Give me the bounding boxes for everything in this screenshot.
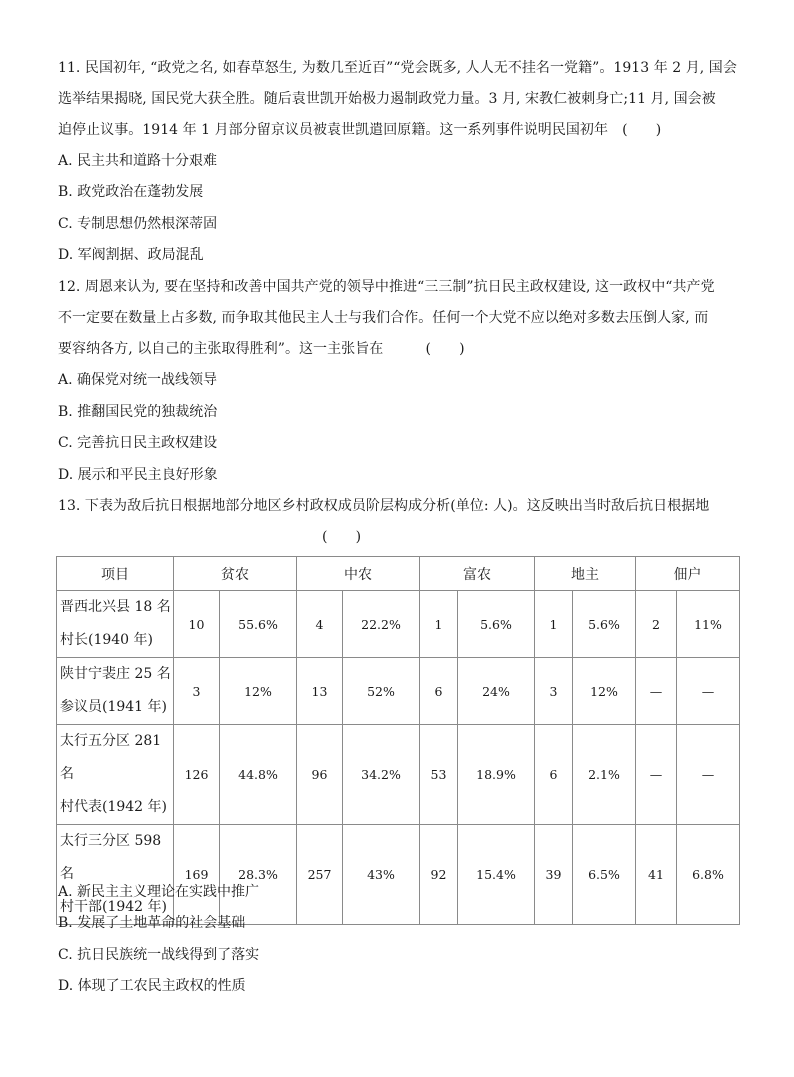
cell: 53: [420, 725, 458, 825]
q12-option-a[interactable]: A. 确保党对统一战线领导: [58, 372, 218, 388]
cell: 5.6%: [573, 591, 636, 658]
cell: 92: [420, 825, 458, 925]
cell: 5.6%: [458, 591, 535, 658]
cell: —: [677, 725, 740, 825]
cell: 28.3%: [220, 825, 297, 925]
q11-option-d[interactable]: D. 军阀割据、政局混乱: [58, 247, 204, 263]
row-label-line1: 晋西北兴县 18 名: [60, 599, 171, 615]
cell: 3: [535, 658, 573, 725]
cell: 18.9%: [458, 725, 535, 825]
table-row: [57, 725, 740, 825]
cell: 96: [297, 725, 343, 825]
table-row: [57, 658, 740, 725]
q13-option-c[interactable]: C. 抗日民族统一战线得到了落实: [58, 947, 260, 963]
cell: 39: [535, 825, 573, 925]
q12-stem-line2: 不一定要在数量上占多数, 而争取其他民主人士与我们合作。任何一个大党不应以绝对多数去压倒人家, 而: [58, 310, 709, 326]
row-label-line2: 村长(1940 年): [60, 632, 154, 648]
cell: 41: [636, 825, 677, 925]
row-label-line1: 太行三分区 598 名: [60, 833, 162, 882]
table-row: [57, 825, 740, 925]
q11-stem-line1: 11. 民国初年, “政党之名, 如春草怒生, 为数几至近百”“党会既多, 人人无不挂名一党籍”。1913 年 2 月, 国会: [58, 60, 737, 76]
header-rich-peasant: 富农: [420, 557, 535, 591]
cell: 4: [297, 591, 343, 658]
cell: 55.6%: [220, 591, 297, 658]
table-header-row: [57, 557, 740, 591]
row-label-line2: 村干部(1942 年): [60, 899, 168, 915]
cell: 6.8%: [677, 825, 740, 925]
q13-stem-line1: 13. 下表为敌后抗日根据地部分地区乡村政权成员阶层构成分析(单位: 人)。这反映出当时敌后抗日根据地: [58, 498, 710, 514]
q13-option-d[interactable]: D. 体现了工农民主政权的性质: [58, 978, 246, 994]
row-label-line2: 村代表(1942 年): [60, 799, 168, 815]
row-label: [57, 825, 174, 925]
row-label-line1: 陕甘宁裴庄 25 名: [60, 666, 171, 682]
cell: 52%: [343, 658, 420, 725]
q13-answer-paren: ( ): [322, 529, 362, 545]
q11-option-b[interactable]: B. 政党政治在蓬勃发展: [58, 184, 204, 200]
q13-option-a[interactable]: A. 新民主主义理论在实践中推广: [58, 884, 260, 900]
cell: —: [636, 658, 677, 725]
q13-option-b[interactable]: B. 发展了土地革命的社会基础: [58, 915, 246, 931]
header-landlord: 地主: [535, 557, 636, 591]
header-item: 项目: [57, 557, 174, 591]
q11-option-c[interactable]: C. 专制思想仍然根深蒂固: [58, 216, 218, 232]
cell: 169: [174, 825, 220, 925]
cell: 6: [420, 658, 458, 725]
cell: 10: [174, 591, 220, 658]
header-tenant: 佃户: [636, 557, 740, 591]
cell: 6.5%: [573, 825, 636, 925]
cell: 15.4%: [458, 825, 535, 925]
cell: 6: [535, 725, 573, 825]
cell: 1: [535, 591, 573, 658]
cell: —: [636, 725, 677, 825]
header-poor-peasant: 贫农: [174, 557, 297, 591]
cell: 2.1%: [573, 725, 636, 825]
cell: 24%: [458, 658, 535, 725]
cell: 257: [297, 825, 343, 925]
table-row: [57, 591, 740, 658]
q12-option-b[interactable]: B. 推翻国民党的独裁统治: [58, 404, 218, 420]
cell: 34.2%: [343, 725, 420, 825]
cell: 1: [420, 591, 458, 658]
row-label: [57, 658, 174, 725]
cell: 12%: [220, 658, 297, 725]
stratum-table: [56, 556, 740, 925]
cell: 2: [636, 591, 677, 658]
cell: 11%: [677, 591, 740, 658]
cell: —: [677, 658, 740, 725]
row-label: [57, 591, 174, 658]
q12-option-c[interactable]: C. 完善抗日民主政权建设: [58, 435, 218, 451]
row-label-line1: 太行五分区 281 名: [60, 733, 162, 782]
cell: 13: [297, 658, 343, 725]
row-label: [57, 725, 174, 825]
q11-stem-line2: 选举结果揭晓, 国民党大获全胜。随后袁世凯开始极力遏制政党力量。3 月, 宋教仁被刺身亡;11 月, 国会被: [58, 91, 716, 107]
cell: 3: [174, 658, 220, 725]
cell: 44.8%: [220, 725, 297, 825]
q12-stem-line1: 12. 周恩来认为, 要在坚持和改善中国共产党的领导中推进“三三制”抗日民主政权建设, 这一政权中“共产党: [58, 279, 715, 295]
cell: 22.2%: [343, 591, 420, 658]
q11-stem-line3: 迫停止议事。1914 年 1 月部分留京议员被袁世凯遣回原籍。这一系列事件说明民国初年 ( ): [58, 122, 662, 138]
q11-option-a[interactable]: A. 民主共和道路十分艰难: [58, 153, 218, 169]
cell: 43%: [343, 825, 420, 925]
row-label-line2: 参议员(1941 年): [60, 699, 168, 715]
q12-stem-line3: 要容纳各方, 以自己的主张取得胜利”。这一主张旨在 ( ): [58, 341, 465, 357]
header-middle-peasant: 中农: [297, 557, 420, 591]
cell: 126: [174, 725, 220, 825]
cell: 12%: [573, 658, 636, 725]
q12-option-d[interactable]: D. 展示和平民主良好形象: [58, 467, 218, 483]
